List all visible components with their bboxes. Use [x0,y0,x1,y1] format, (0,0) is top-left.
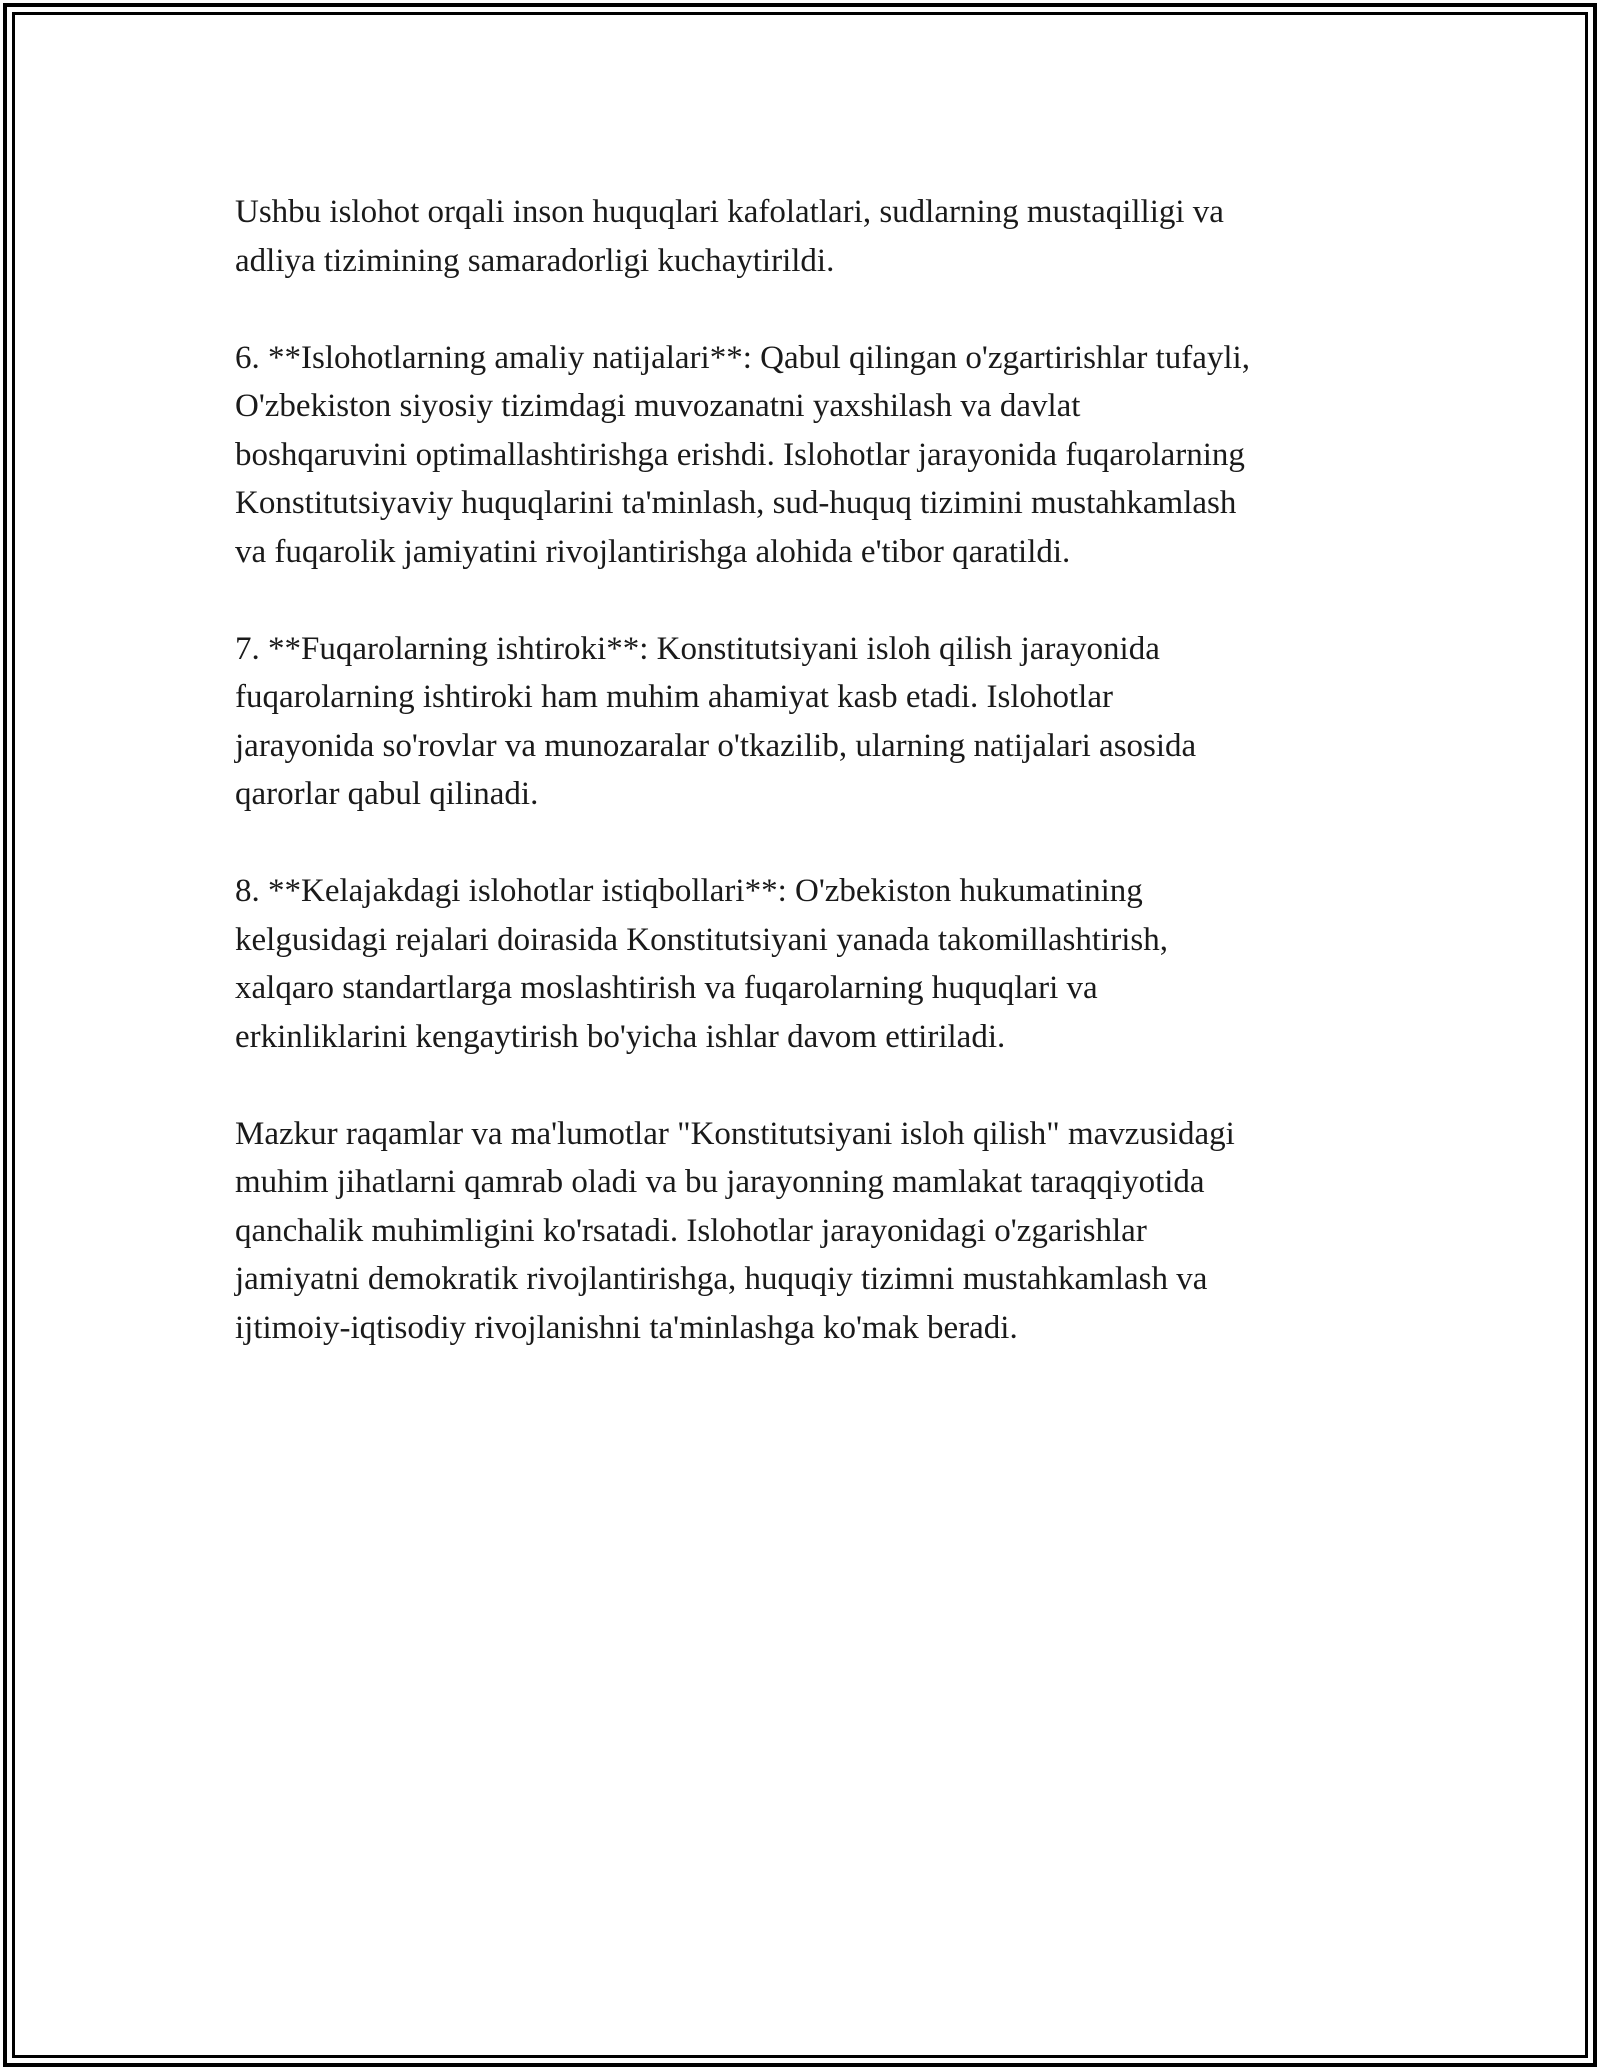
text-line: O'zbekiston siyosiy tizimdagi muvozanatni yaxshilash va davlat [235,388,1081,424]
text-line: fuqarolarning ishtiroki ham muhim ahamiyat kasb etadi. Islohotlar [235,679,1113,715]
document-body [235,188,1385,1401]
paragraph-intro-continuation [235,188,1385,285]
text-line: jamiyatni demokratik rivojlantirishga, huquqiy tizimni mustahkamlash va [235,1261,1208,1297]
text-line: erkinliklarini kengaytirish bo'yicha ishlar davom ettiriladi. [235,1018,1006,1055]
text-line: kelgusidagi rejalari doirasida Konstitutsiyani yanada takomillashtirish, [235,921,1168,958]
text-line: qanchalik muhimligini ko'rsatadi. Islohotlar jarayonidagi o'zgarishlar [235,1212,1147,1249]
text-line: 6. **Islohotlarning amaliy natijalari**: Qabul qilingan o'zgartirishlar tufayli, [235,339,1250,376]
paragraph-item-7 [235,625,1385,819]
text-line: xalqaro standartlarga moslashtirish va fuqarolarning huquqlari va [235,970,1098,1006]
text-line: Konstitutsiyaviy huquqlarini ta'minlash, sud-huquq tizimini mustahkamlash [235,485,1237,521]
text-line: Mazkur raqamlar va ma'lumotlar "Konstitutsiyani isloh qilish" mavzusidagi [235,1115,1235,1152]
text-line: ijtimoiy-iqtisodiy rivojlanishni ta'minlashga ko'mak beradi. [235,1309,1018,1346]
text-line: adliya tizimining samaradorligi kuchaytirildi. [235,242,835,279]
text-line: 8. **Kelajakdagi islohotlar istiqbollari**: O'zbekiston hukumatining [235,873,1143,909]
text-line: muhim jihatlarni qamrab oladi va bu jarayonning mamlakat taraqqiyotida [235,1164,1205,1200]
text-line: 7. **Fuqarolarning ishtiroki**: Konstitutsiyani isloh qilish jarayonida [235,630,1160,667]
text-line: boshqaruvini optimallashtirishga erishdi. Islohotlar jarayonida fuqarolarning [235,436,1245,473]
text-line: jarayonida so'rovlar va munozaralar o'tkazilib, ularning natijalari asosida [235,727,1197,764]
paragraph-item-6 [235,334,1385,577]
paragraph-conclusion [235,1110,1385,1353]
text-line: Ushbu islohot orqali inson huquqlari kafolatlari, sudlarning mustaqilligi va [235,194,1224,230]
text-line: qarorlar qabul qilinadi. [235,776,539,812]
paragraph-item-8 [235,867,1385,1061]
text-line: va fuqarolik jamiyatini rivojlantirishga alohida e'tibor qaratildi. [235,533,1071,570]
